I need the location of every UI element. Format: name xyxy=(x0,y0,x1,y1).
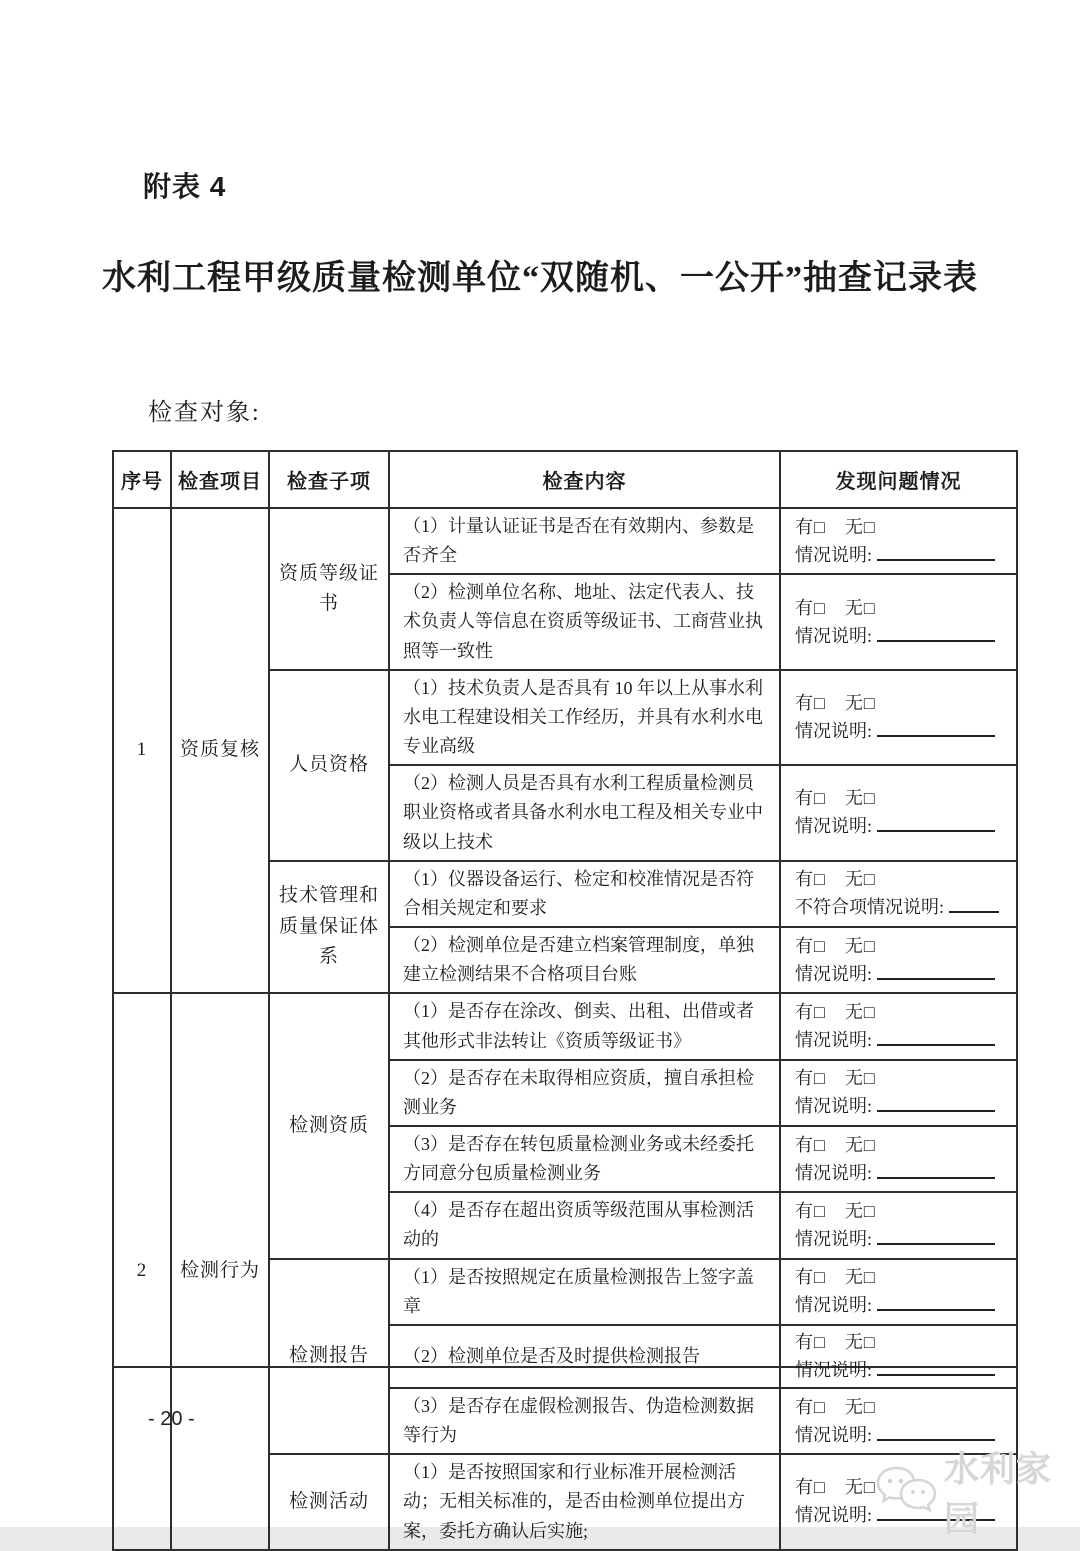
header-seq: 序号 xyxy=(113,451,171,508)
inspect-target-label: 检查对象: xyxy=(148,400,261,426)
presence-checkboxes: 有□ 无□ xyxy=(795,597,876,618)
inspection-content-cell: （2）是否存在未取得相应资质，擅自承担检测业务 xyxy=(389,1060,780,1126)
record-table xyxy=(112,450,1018,1551)
header-issues: 发现问题情况 xyxy=(780,451,1017,508)
note-blank-underline xyxy=(949,893,999,913)
watermark-text: 水利家园 xyxy=(944,1450,1053,1539)
presence-checkboxes: 有□ 无□ xyxy=(795,935,876,956)
table-row xyxy=(113,993,1017,1059)
issue-found-cell xyxy=(780,1259,1017,1325)
issue-found-cell xyxy=(780,670,1017,765)
inspection-content-cell: （3）是否存在转包质量检测业务或未经委托方同意分包质量检测业务 xyxy=(389,1126,780,1192)
note-label: 情况说明: xyxy=(795,963,873,984)
note-label: 情况说明: xyxy=(795,544,873,565)
note-blank-underline xyxy=(877,622,995,642)
sub-item-name-cell: 检测报告 xyxy=(269,1259,389,1455)
note-label: 情况说明: xyxy=(795,1096,873,1117)
note-blank-underline xyxy=(877,1092,995,1112)
note-label: 情况说明: xyxy=(795,1295,873,1316)
inspection-content-cell: （1）计量认证证书是否在有效期内、参数是否齐全 xyxy=(389,508,780,574)
note-blank-underline xyxy=(877,812,995,832)
note-blank-underline xyxy=(877,1421,995,1441)
note-blank-underline xyxy=(877,1291,995,1311)
presence-checkboxes: 有□ 无□ xyxy=(795,693,876,714)
issue-found-cell xyxy=(780,1325,1017,1388)
appendix-label: 附表 4 xyxy=(143,171,227,202)
inspection-content-cell: （1）是否按照规定在质量检测报告上签字盖章 xyxy=(389,1259,780,1325)
issue-found-cell xyxy=(780,765,1017,860)
header-project: 检查项目 xyxy=(171,451,269,508)
note-label: 情况说明: xyxy=(795,625,873,646)
presence-checkboxes: 有□ 无□ xyxy=(795,1200,876,1221)
note-blank-underline xyxy=(877,717,995,737)
note-label: 情况说明: xyxy=(795,1505,873,1526)
note-blank-underline xyxy=(877,960,995,980)
inspection-content-cell: （1）是否按照国家和行业标准开展检测活动；无相关标准的，是否由检测单位提出方案，委托方确认后实施; xyxy=(389,1454,780,1549)
sub-item-name-cell: 检测活动 xyxy=(269,1454,389,1549)
inspection-content-cell: （2）检测单位是否及时提供检测报告 xyxy=(389,1325,780,1388)
note-label: 不符合项情况说明: xyxy=(795,897,945,918)
issue-found-cell xyxy=(780,993,1017,1059)
presence-checkboxes: 有□ 无□ xyxy=(795,1002,876,1022)
issue-found-cell xyxy=(780,861,1017,927)
inspection-content-cell: （3）是否存在虚假检测报告、伪造检测数据等行为 xyxy=(389,1388,780,1454)
presence-checkboxes: 有□ 无□ xyxy=(795,1396,876,1417)
presence-checkboxes: 有□ 无□ xyxy=(795,1477,876,1498)
presence-checkboxes: 有□ 无□ xyxy=(795,869,876,890)
presence-checkboxes: 有□ 无□ xyxy=(795,1134,876,1155)
presence-checkboxes: 有□ 无□ xyxy=(795,1267,876,1288)
issue-found-cell xyxy=(780,574,1017,669)
note-label: 情况说明: xyxy=(795,816,873,837)
sub-item-name-cell: 资质等级证书 xyxy=(269,508,389,670)
project-name-cell: 检测行为 xyxy=(171,993,269,1549)
inspection-content-cell: （2）检测单位是否建立档案管理制度，单独建立检测结果不合格项目台账 xyxy=(389,927,780,993)
table-header-row xyxy=(113,451,1017,508)
row-number-cell: 2 xyxy=(113,993,171,1549)
inspection-content-cell: （2）检测人员是否具有水利工程质量检测员职业资格或者具备水利水电工程及相关专业中级以上技术 xyxy=(389,765,780,860)
row-number-cell: 1 xyxy=(113,508,171,993)
note-label: 情况说明: xyxy=(795,1228,873,1249)
note-label: 情况说明: xyxy=(795,1359,873,1380)
note-label: 情况说明: xyxy=(795,1162,873,1183)
note-blank-underline xyxy=(877,1026,995,1046)
sub-item-name-cell: 技术管理和质量保证体系 xyxy=(269,861,389,994)
note-blank-underline xyxy=(877,1225,995,1245)
header-subitem: 检查子项 xyxy=(269,451,389,508)
note-blank-underline xyxy=(877,541,995,561)
presence-checkboxes: 有□ 无□ xyxy=(795,788,876,809)
presence-checkboxes: 有□ 无□ xyxy=(795,516,876,537)
inspection-content-cell: （4）是否存在超出资质等级范围从事检测活动的 xyxy=(389,1192,780,1258)
inspection-content-cell: （2）检测单位名称、地址、法定代表人、技术负责人等信息在资质等级证书、工商营业执照等一致性 xyxy=(389,574,780,669)
issue-found-cell xyxy=(780,508,1017,574)
issue-found-cell xyxy=(780,1126,1017,1192)
note-label: 情况说明: xyxy=(795,721,873,742)
watermark xyxy=(876,1442,1080,1542)
table-row xyxy=(113,508,1017,574)
sub-item-name-cell: 检测资质 xyxy=(269,993,389,1258)
note-blank-underline xyxy=(877,1356,995,1376)
note-label: 情况说明: xyxy=(795,1424,873,1445)
wechat-bubbles-icon xyxy=(876,1464,938,1521)
note-blank-underline xyxy=(877,1159,995,1179)
inspection-content-cell: （1）技术负责人是否具有 10 年以上从事水利水电工程建设相关工作经历，并具有水利水电专业高级 xyxy=(389,670,780,765)
inspection-content-cell: （1）仪器设备运行、检定和校准情况是否符合相关规定和要求 xyxy=(389,861,780,927)
header-content: 检查内容 xyxy=(389,451,780,508)
note-label: 情况说明: xyxy=(795,1030,873,1050)
inspection-content-cell: （1）是否存在涂改、倒卖、出租、出借或者其他形式非法转让《资质等级证书》 xyxy=(389,993,780,1059)
presence-checkboxes: 有□ 无□ xyxy=(795,1068,876,1089)
issue-found-cell xyxy=(780,927,1017,993)
sub-item-name-cell: 人员资格 xyxy=(269,670,389,861)
presence-checkboxes: 有□ 无□ xyxy=(795,1331,876,1352)
issue-found-cell xyxy=(780,1060,1017,1126)
page-number: - 20 - xyxy=(148,1408,195,1430)
project-name-cell: 资质复核 xyxy=(171,508,269,993)
issue-found-cell xyxy=(780,1192,1017,1258)
document-title: 水利工程甲级质量检测单位“双随机、一公开”抽查记录表 xyxy=(102,260,978,297)
